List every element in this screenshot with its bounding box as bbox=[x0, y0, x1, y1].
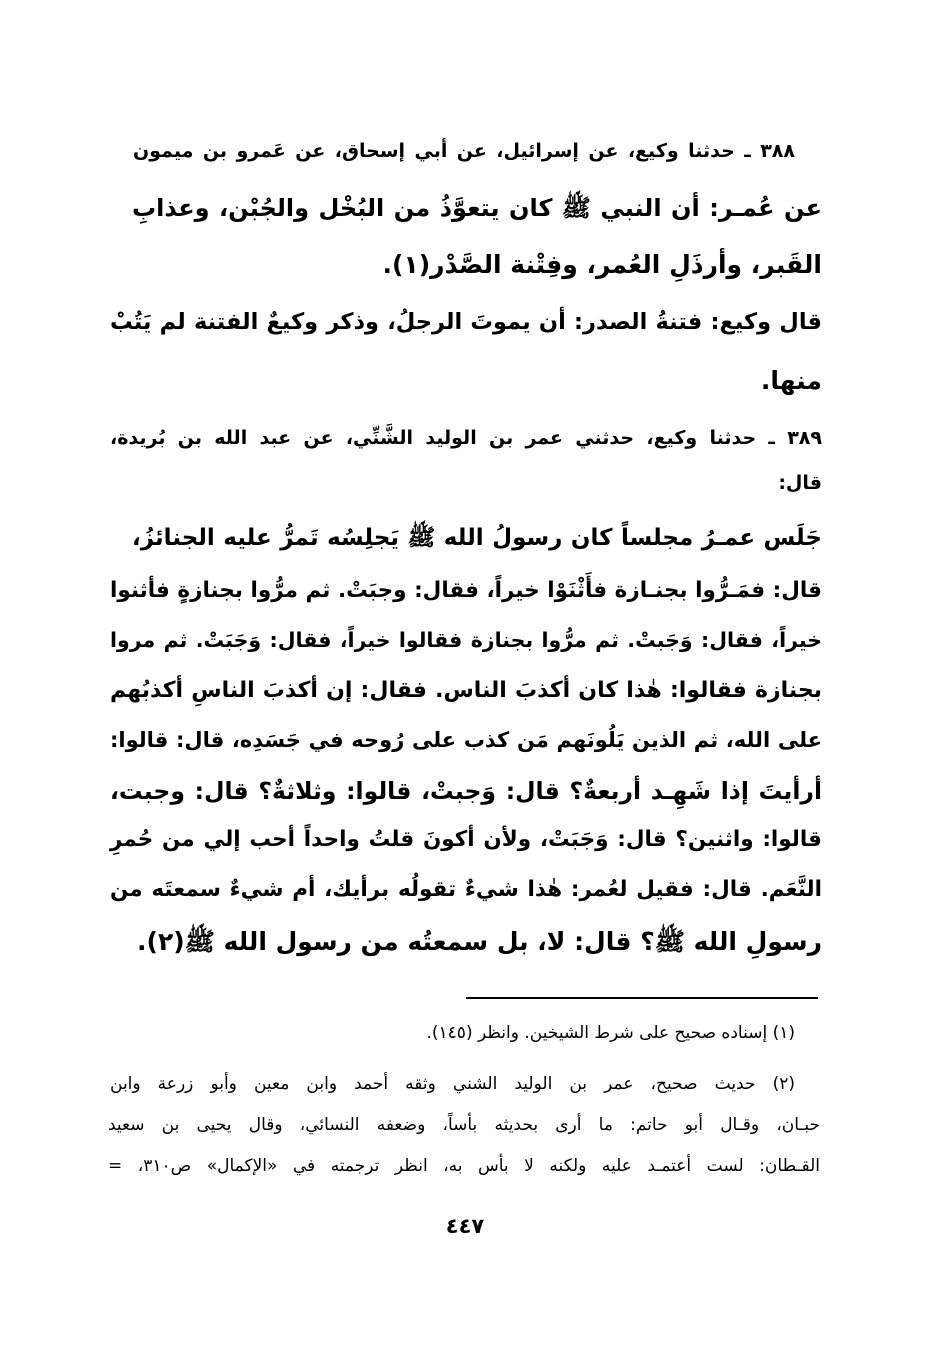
hadith-389-text-line: بجنازة فقالوا: هٰذا كان أكذبَ الناس. فقال: إن أكذبَ الناسِ أكذبُهم bbox=[110, 678, 822, 703]
hadith-389-text-line: قالوا: واثنين؟ قال: وَجَبَتْ، ولأن أكونَ قلتُ واحداً أحب إلي من حُمرِ bbox=[110, 827, 822, 852]
hadith-389-text-line: جَلَس عمـرُ مجلساً كان رسولُ الله ﷺ يَجلِسُه تَمرُّ عليه الجنائزُ، bbox=[132, 525, 822, 551]
hadith-388-commentary-line: قال وكيع: فتنةُ الصدر: أن يموتَ الرجلُ، وذكر وكيعٌ الفتنة لم يَتُبْ bbox=[110, 309, 822, 335]
hadith-389-text-line: قال: فمَـرُّوا بجنـازة فأَثْنَوْا خيراً، فقال: وجبَتْ. ثم مرُّوا بجنازةٍ فأثنوا bbox=[110, 578, 822, 603]
hadith-389-text-line: أرأيتَ إذا شَهِـد أربعةٌ؟ قال: وَجبتْ، قالوا: وثلاثةٌ؟ قال: وجبت، bbox=[110, 777, 822, 805]
footnote-separator bbox=[466, 997, 818, 999]
hadith-388-text-line: عن عُمـر: أن النبي ﷺ كان يتعوَّذُ من البُخْل والجُبْن، وعذابِ bbox=[132, 194, 822, 222]
hadith-389-chain: ٣٨٩ ـ حدثنا وكيع، حدثني عمر بن الوليد الشَّنِّي، عن عبد الله بن بُريدة، bbox=[110, 427, 822, 449]
hadith-389-text-line: النَّعَم. قال: فقيل لعُمر: هٰذا شيءٌ تقولُه برأيك، أم شيءٌ سمعتَه من bbox=[110, 877, 822, 902]
hadith-388-chain: ٣٨٨ ـ حدثنا وكيع، عن إسرائيل، عن أبي إسحاق، عن عَمرو بن ميمون bbox=[133, 140, 795, 162]
footnote-1: (١) إسناده صحيح على شرط الشيخين. وانظر (١٤٥). bbox=[426, 1023, 795, 1043]
hadith-389-chain: قال: bbox=[778, 472, 822, 494]
footnote-2-line: حبـان، وقـال أبو حاتم: ما أرى بحديثه بأساً، وضعفه النسائي، وقال يحيى بن سعيد bbox=[108, 1115, 820, 1135]
hadith-389-text-line: رسولِ الله ﷺ؟ قال: لا، بل سمعتُه من رسول الله ﷺ(٢). bbox=[137, 927, 822, 956]
footnote-2-line: (٢) حديث صحيح، عمر بن الوليد الشني وثقه أحمد وابن معين وأبو زرعة وابن bbox=[110, 1074, 795, 1094]
hadith-388-commentary-line: منها. bbox=[760, 366, 822, 395]
hadith-389-text-line: خيراً، فقال: وَجَبتْ. ثم مرُّوا بجنازة فقالوا خيراً، فقال: وَجَبَتْ. ثم مروا bbox=[110, 628, 822, 652]
hadith-389-text-line: على الله، ثم الذين يَلُونَهم مَن كذب على رُوحه في جَسَدِه، قال: قالوا: bbox=[110, 728, 822, 752]
page-number: ٤٤٧ bbox=[445, 1214, 485, 1238]
hadith-388-text-line: القَبر، وأرذَلِ العُمر، وفِتْنة الصَّدْر(١). bbox=[382, 250, 822, 279]
footnote-2-line: القـطان: لست أعتمـد عليه ولكنه لا بأس به، انظر ترجمته في «الإكمال» ص٣١٠، = bbox=[108, 1156, 821, 1176]
